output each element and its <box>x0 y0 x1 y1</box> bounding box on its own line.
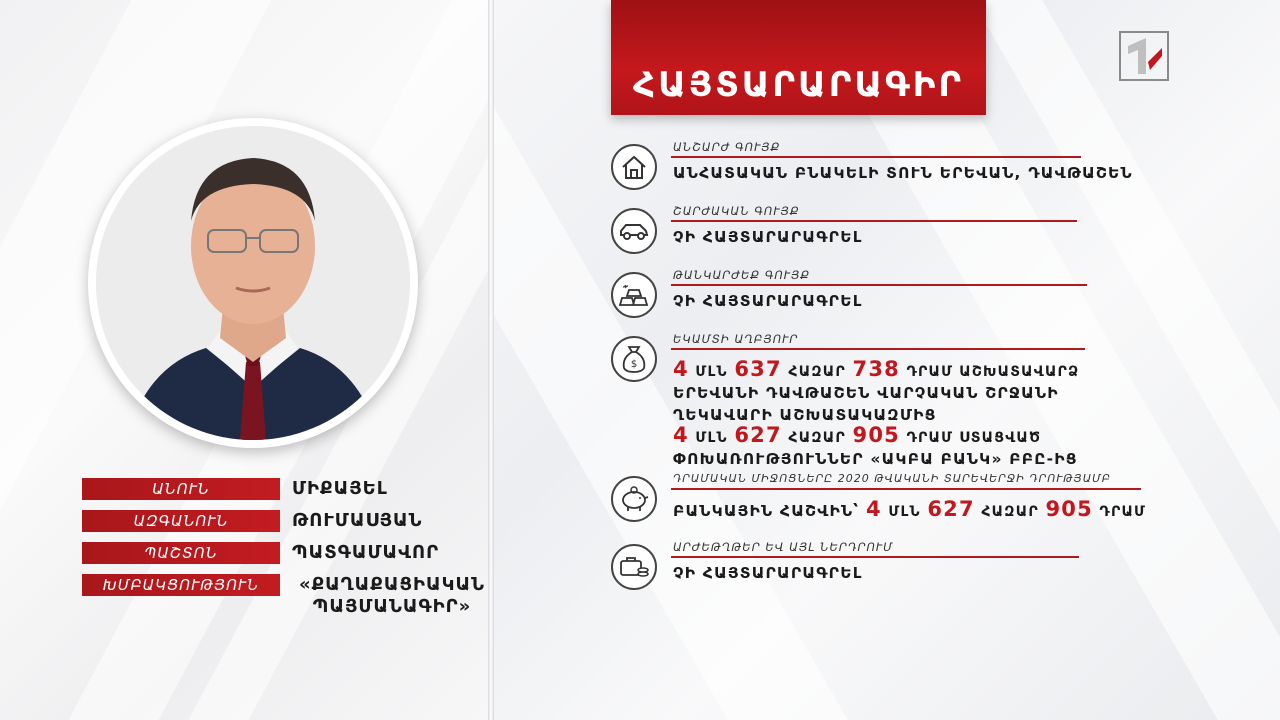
page-title: ՀԱՅՏԱՐԱՐԱԳԻՐ <box>632 65 965 105</box>
funds-unit: ՄԼՆ <box>888 504 921 520</box>
portrait-image <box>96 126 410 440</box>
income-line-4 <box>673 424 1041 449</box>
income-number: 905 <box>852 423 900 447</box>
item-category: ԹԱՆԿԱՐԺԵՔ ԳՈՒՅՔ <box>673 268 811 282</box>
item-divider <box>671 348 1085 350</box>
income-unit: ՀԱԶԱՐ <box>788 430 846 446</box>
item-value: ՉԻ ՀԱՅՏԱՐԱՐԱԳՐԵԼ <box>673 228 863 246</box>
income-unit: ՄԼՆ <box>695 364 728 380</box>
item-divider <box>671 156 1081 158</box>
funds-unit: ՀԱԶԱՐ <box>981 504 1039 520</box>
income-line-3: ՂԵԿԱՎԱՐԻ ԱՇԽԱՏԱԿԱԶՄԻՑ <box>673 406 937 424</box>
svg-text:$: $ <box>630 359 638 370</box>
piggy-bank-icon <box>611 476 657 522</box>
income-unit: ՄԼՆ <box>695 430 728 446</box>
item-category: ԱՐԺԵԹՂԹԵՐ ԵՎ ԱՅԼ ՆԵՐԴՐՈՒՄ <box>673 540 894 554</box>
income-number: 4 <box>673 423 689 447</box>
info-value: ԹՈՒՄԱՍՅԱՆ <box>292 510 423 531</box>
income-number: 637 <box>734 357 782 381</box>
money-bag-icon <box>611 336 657 382</box>
title-banner <box>611 0 986 115</box>
funds-prefix: ԲԱՆԿԱՅԻՆ ՀԱՇՎԻՆ՝ <box>673 502 860 520</box>
info-value: ՊԱՏԳԱՄԱՎՈՐ <box>292 542 440 563</box>
income-line-5: ՓՈԽԱՌՈՒԹՅՈՒՆՆԵՐ «ԱԿԲԱ ԲԱՆԿ» ԲԲԸ-ԻՑ <box>673 450 1078 468</box>
item-divider <box>671 284 1087 286</box>
item-category: ԱՆՇԱՐԺ ԳՈՒՅՔ <box>673 140 781 154</box>
item-value: ՉԻ ՀԱՅՏԱՐԱՐԱԳՐԵԼ <box>673 564 863 582</box>
item-divider <box>671 488 1141 490</box>
item-category: ԴՐԱՄԱԿԱՆ ՄԻՋՈՑՆԵՐԸ 2020 ԹՎԱԿԱՆԻ ՏԱՐԵՎԵՐՋԻ ԴՐՈՒԹՅԱՄԲ <box>673 472 1111 485</box>
income-unit: ԴՐԱՄ ՍՏԱՑՎԱԾ <box>906 430 1042 446</box>
house-icon <box>611 144 657 190</box>
item-value: ՉԻ ՀԱՅՏԱՐԱՐԱԳՐԵԼ <box>673 292 863 310</box>
funds-line <box>673 498 1146 523</box>
info-value: «ՔԱՂԱՔԱՑԻԱԿԱՆ ՊԱՅՄԱՆԱԳԻՐ» <box>298 574 486 617</box>
avatar <box>88 118 418 448</box>
info-label: ԱԶԳԱՆՈՒՆ <box>82 510 280 532</box>
income-number: 627 <box>734 423 782 447</box>
item-value: ԱՆՀԱՏԱԿԱՆ ԲՆԱԿԵԼԻ ՏՈՒՆ ԵՐԵՎԱՆ, ԴԱՎԹԱՇԵՆ <box>673 164 1133 182</box>
funds-number: 4 <box>865 497 882 521</box>
channel-logo-icon <box>1118 30 1170 82</box>
car-icon <box>611 208 657 254</box>
info-label: ԽՄԲԱԿՑՈՒԹՅՈՒՆ <box>82 574 280 596</box>
info-label: ԱՆՈՒՆ <box>82 478 280 500</box>
item-category: ՇԱՐԺԱԿԱՆ ԳՈՒՅՔ <box>673 204 800 218</box>
income-unit: ՀԱԶԱՐ <box>788 364 846 380</box>
income-line-2: ԵՐԵՎԱՆԻ ԴԱՎԹԱՇԵՆ ՎԱՐՉԱԿԱՆ ՇՐՋԱՆԻ <box>673 384 1059 402</box>
gold-bars-icon <box>611 272 657 318</box>
funds-number: 905 <box>1045 497 1093 521</box>
briefcase-coins-icon <box>611 544 657 590</box>
income-unit: ԴՐԱՄ ԱՇԽԱՏԱՎԱՐՁ <box>906 364 1080 380</box>
income-line-1 <box>673 358 1079 383</box>
funds-number: 627 <box>927 497 975 521</box>
funds-unit: ԴՐԱՄ <box>1099 504 1147 520</box>
item-divider <box>671 220 1077 222</box>
item-category: ԵԿԱՄՏԻ ԱՂԲՅՈՒՐ <box>673 332 799 346</box>
info-value: ՄԻՔԱՅԵԼ <box>292 478 388 499</box>
income-number: 738 <box>852 357 900 381</box>
item-divider <box>671 556 1079 558</box>
income-number: 4 <box>673 357 689 381</box>
info-label: ՊԱՇՏՈՆ <box>82 542 280 564</box>
